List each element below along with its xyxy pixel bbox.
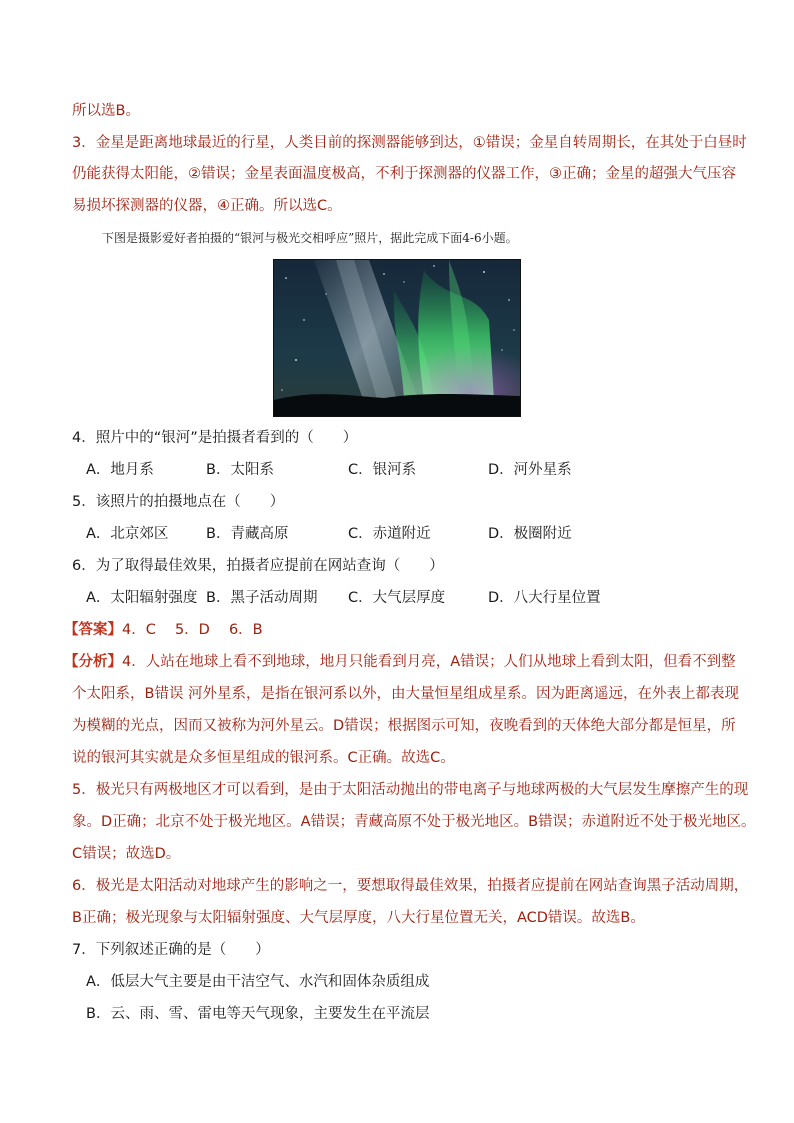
q4-option-d: D．河外星系 — [488, 462, 572, 478]
q5-option-c: C．赤道附近 — [348, 526, 431, 542]
q7-option-a: A．低层大气主要是由干洁空气、水汽和固体杂质组成 — [86, 974, 430, 990]
analysis-q5-line1: 5．极光只有两极地区才可以看到，是由于太阳活动抛出的带电离子与地球两极的大气层发生摩擦产生的现 — [72, 782, 749, 798]
q6-option-c: C．大气层厚度 — [348, 590, 446, 606]
answer-label: 【答案】 — [64, 622, 122, 638]
q6-option-a: A．太阳辐射强度 — [86, 590, 198, 606]
q5-option-a: A．北京郊区 — [86, 526, 169, 542]
analysis-q4-line4: 说的银河其实就是众多恒星组成的银河系。C正确。故选C。 — [72, 750, 455, 766]
question-5-stem: 5．该照片的拍摄地点在（ ） — [72, 494, 285, 510]
analysis-q6-line2: B正确；极光现象与太阳辐射强度、大气层厚度，八大行星位置无关，ACD错误。故选B。 — [72, 910, 645, 926]
answer-value: 4．C 5．D 6．B — [122, 622, 263, 638]
q7-option-b: B．云、雨、雪、雷电等天气现象，主要发生在平流层 — [86, 1006, 430, 1022]
q5-option-d: D．极圈附近 — [488, 526, 572, 542]
analysis-label: 【分析】 — [64, 654, 122, 670]
question-6-stem: 6．为了取得最佳效果，拍摄者应提前在网站查询（ ） — [72, 558, 444, 574]
q4-option-a: A．地月系 — [86, 462, 154, 478]
photo-caption: 下图是摄影爱好者拍摄的“银河与极光交相呼应”照片，据此完成下面4-6小题。 — [102, 231, 518, 245]
analysis-q4-text1: 4．人站在地球上看不到地球，地月只能看到月亮，A错误；人们从地球上看到太阳，但看不到整 — [122, 654, 736, 670]
analysis-q5-line3: C错误；故选D。 — [72, 846, 181, 862]
answer-line — [64, 620, 724, 640]
analysis-q3-line1: 3．金星是距离地球最近的行星，人类目前的探测器能够到达，①错误；金星自转周期长，在其处于白昼时 — [72, 135, 747, 151]
analysis-q6-line1: 6．极光是太阳活动对地球产生的影响之一，要想取得最佳效果，拍摄者应提前在网站查询黑子活动周期， — [72, 878, 749, 894]
analysis-q4-line1 — [64, 652, 736, 672]
q4-option-b: B．太阳系 — [206, 462, 274, 478]
question-4-stem: 4．照片中的“银河”是拍摄者看到的（ ） — [72, 430, 358, 446]
q5-option-b: B．青藏高原 — [206, 526, 289, 542]
analysis-q4-line2: 个太阳系，B错误 河外星系，是指在银河系以外，由大量恒星组成星系。因为距离遥远，在外表上都表现 — [72, 686, 740, 702]
q6-option-b: B．黑子活动周期 — [206, 590, 318, 606]
answer-line-q2-end: 所以选B。 — [72, 103, 140, 119]
analysis-q4-line3: 为模糊的光点，因而又被称为河外星云。D错误；根据图示可知，夜晚看到的天体绝大部分都是恒星，所 — [72, 718, 736, 734]
q4-option-c: C．银河系 — [348, 462, 417, 478]
question-7-stem: 7．下列叙述正确的是（ ） — [72, 942, 270, 958]
analysis-q5-line2: 象。D正确；北京不处于极光地区。A错误；青藏高原不处于极光地区。B错误；赤道附近不处于极光地区。 — [72, 814, 756, 830]
analysis-q3-line2: 仍能获得太阳能，②错误；金星表面温度极高，不利于探测器的仪器工作，③正确；金星的超强大气压容 — [72, 166, 736, 182]
q6-option-d: D．八大行星位置 — [488, 590, 601, 606]
analysis-q3-line3: 易损坏探测器的仪器，④正确。所以选C。 — [72, 198, 342, 214]
milky-way-aurora-photo — [273, 259, 521, 417]
